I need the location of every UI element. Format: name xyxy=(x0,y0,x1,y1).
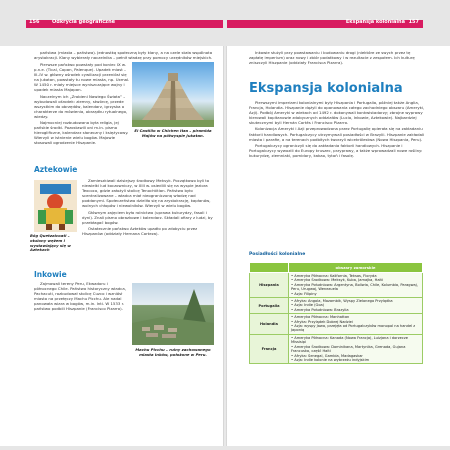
territory-item: • Azja: Filipiny xyxy=(291,291,317,296)
territory-item: • Ameryka Północna: Manhattan xyxy=(291,315,350,320)
aztec-god-figure xyxy=(34,180,77,232)
colonial-paragraph-1: Pierwszymi imperiami kolonialnymi były Hiszpania i Portugalia, później także Anglia, Francja, Holandia. Hiszpanie dążyli do opanowania całego zachodniego obszaru (Ameryki, Azji). Podbój Ameryki w wiekach od 1492 r. dokonywali konkwistadorzy; zbrojne wyprawy kierowali kapitanowie zdobycznych oddziałów (Lucio, Inkowie, Aztekowie). Najbardziej skutecznymi byli Hernán Cortés i Francisco Pizarro. xyxy=(249,100,425,126)
aztec-heading: Aztekowie xyxy=(34,165,78,174)
left-section-title: Odkrycia geograficzne xyxy=(52,19,116,25)
aztec-text-block xyxy=(82,178,214,237)
right-top-text xyxy=(249,50,425,66)
pyramid-illustration xyxy=(132,62,214,127)
territory-item: • Afryka: Przylądek Dobrej Nadziei xyxy=(291,319,353,324)
colonial-table-title: Posiadłości kolonialne xyxy=(249,252,306,257)
right-top-paragraph: Inkowie służyli przy powstawaniu i budowaniu drogi (niektóre ze swych przez tę zapłatę imperium) oraz nowy i zbiór podatkowy i w rezultacie z zespołem. Ich kulturę zniszczyli Hiszpanie (oddziały Francisca Pizarra). xyxy=(249,50,415,66)
aztec-paragraph-3: Ostatecznie państwo Azteków upadło po zdobyciu przez Hiszpanów (oddziały Hernana Corteza). xyxy=(82,225,198,236)
aztec-paragraph-2: Głównym zajęciem było rolnictwo (uprawa kukurydzy, fasoli i dyni). Znali pismo obrazkowe i kalendarz. Składali ofiary z ludzi, by przebłagać bogów. xyxy=(82,209,213,225)
quetzalcoatl-illustration xyxy=(34,180,77,232)
colonial-text-block xyxy=(249,100,425,159)
table-row xyxy=(250,314,423,335)
territory-item: • Azja: wyspy Jawa, przejęła od Portugalczyków monopol na handel z Japonią xyxy=(291,324,416,333)
inca-heading: Inkowie xyxy=(34,270,67,279)
territory-item: • Ameryka Północna: Kalifornia, Teksas, Floryda xyxy=(291,274,377,278)
territory-item: • Afryka: Senegal, Gambia, Madagaskar xyxy=(291,353,363,358)
right-section-title: Ekspansja kolonialna xyxy=(345,19,405,25)
left-page-number: 156 xyxy=(29,19,40,25)
colonial-paragraph-3: Portugalczycy ograniczyli się do zakładania faktorii handlowych. Hiszpanie i Portugalczycy wywozili do Europy kruszec, przyprawy, a także wprowadzali nowe rośliny: kukurydzę, ziemniaki, pomidory, kakao, tytoń i fasolę. xyxy=(249,142,423,158)
table-header-country xyxy=(250,263,289,273)
table-territories-cell xyxy=(289,334,423,363)
table-country-cell: Hiszpania xyxy=(250,273,289,298)
pyramid-photo xyxy=(132,62,214,127)
inca-paragraph: Zajmowali tereny Peru, Ekwadoru i północnego Chile. Państwo historyczny władca, Pachacuti, rozbudował stolicę Cuzco i wzniósł miasto na przełęczy Machu Picchu. Ale nadal panowała wiara w bogów, m.in. Inti. W 1533 r. państwo podbili Hiszpanie (Francisco Pizarro). xyxy=(34,281,126,312)
right-header-band xyxy=(227,20,423,28)
right-page-number: 157 xyxy=(408,19,419,25)
machu-picchu-illustration xyxy=(132,283,214,345)
territory-item: • Azja: Indie (Goa) xyxy=(291,303,325,308)
aztec-paragraph-1: Zamieszkiwali dzisiejszy środkowy Meksyk. Początkowo byli to niewielki lud koczowniczy, w XIII w. osiedlili się na wyspie jeziora Texcoco, gdzie założyli stolicę Tenochtitlan. Państwo było scentralizowane – władca miał nieograniczoną władzę nad poddanymi. Społeczeństwo dzieliło się na arystokrację, kapłanów, wolnych chłopów i niewolników. Wierzyli w wielu bogów. xyxy=(82,178,211,209)
table-row xyxy=(250,273,423,298)
table-territories-cell xyxy=(289,273,423,298)
table-territories-cell xyxy=(289,298,423,314)
colonial-heading: Ekspansja kolonialna xyxy=(249,81,403,96)
colonial-paragraph-2: Kolonizacja Ameryki i Azji przeprowadzona przez Portugalię opierała się na zakładaniu faktorii handlowych. Portugalczycy utrzymywali posiadłości w Brazylii. Hiszpanie zakładali miasta i parafie, a na terenach podbitych tworzyli wicekrólestwa (Nowa Hiszpania, Peru). xyxy=(249,126,425,142)
table-header-row xyxy=(250,263,423,273)
territory-item: • Ameryka Środkowa: Meksyk, Kuba, Jamajka, Haiti xyxy=(291,278,383,283)
aztec-figure-caption: Bóg Quetzalcoatl – otulony wężem i wystawiający się w Aztekach xyxy=(30,233,71,253)
table-row xyxy=(250,334,423,363)
machu-picchu-photo xyxy=(132,283,214,345)
territory-item: • Ameryka Południowa: Argentyna, Boliwia, Chile, Kolumbia, Paragwaj, Peru, Urugwaj, Wenezuela xyxy=(291,282,418,292)
machu-picchu-caption: Machu Picchu – ruiny zachowanego miasta Inków, położone w Peru. xyxy=(135,347,211,357)
territory-item: • Ameryka Północna: Kanada (Nowa Francja), Luizjana i dorzecze Missisipi xyxy=(291,335,408,345)
maya-paragraph-2: Naczelnym ich „Zrobieni Nawiego Świata” – wybudowali ośrodek: ziemny, stwórcę, przede wszystkim do obrzędów, kalendarz, igrzyska o charakterze do mówienia, obrządku rytualnego, wiedzy. xyxy=(34,93,128,119)
table-header-territories: obszary zamorskie xyxy=(289,263,423,273)
table-row xyxy=(250,298,423,314)
territory-item: • Ameryka Południowa: Brazylia xyxy=(291,307,349,312)
maya-paragraph-3: Najmocniej rozbudowana była religia, jej pańskie środki. Pozostawili oni m.in. pismo hieroglificzne, kalendarz słoneczny i księżycowy. Wierzyli w istnienie wielu bogów. Majowie stosowali ogrodzenie Hiszpanie. xyxy=(34,120,129,146)
left-header-band xyxy=(26,20,223,28)
colonial-possessions-table xyxy=(249,262,423,364)
table-country-cell: Holandia xyxy=(250,314,289,335)
maya-paragraph-1: Pierwsze państwo powstały pod koniec IX w. p.n.e. (Tical, Copan, Palenque). Upadek miast – III–IV w. główny ośrodek cywilizacji przeniósł się na Jukatan, powstały tu nowe miasta, np. Uxmal. W 1450 r. miały miejsce wyniszczające wojny i upadek miasta Majapan. xyxy=(34,62,130,93)
left-intro-paragraph xyxy=(34,50,214,61)
territory-item: • Afryka: Angola, Mozambik, Wyspy Zielonego Przylądka xyxy=(291,299,393,304)
table-country-cell: Francja xyxy=(250,334,289,363)
table-territories-cell xyxy=(289,314,423,335)
territory-item: • Azja: Indie kolonie na wybrzeżu indyjskim xyxy=(291,357,370,362)
table-country-cell: Portugalia xyxy=(250,298,289,314)
pyramid-caption: El Castillo w Chichen Itza – piramida Majów na półwyspie Jukatan. xyxy=(134,128,212,138)
maya-text-block xyxy=(34,62,130,147)
territory-item: • Ameryka Środkowa: Dominikana, Martynika, Grenada, Gujana Francuska, część Haiti xyxy=(291,344,406,354)
inca-text-block xyxy=(34,281,128,313)
intro-text: państwa (miasta – państwa). Jednostką społeczną były klany, a na czele stała wspólnota arystokracji. Klany wybierały naczelnika – pełnił władzę przy pomocy urzędników miejskich. xyxy=(34,50,213,61)
